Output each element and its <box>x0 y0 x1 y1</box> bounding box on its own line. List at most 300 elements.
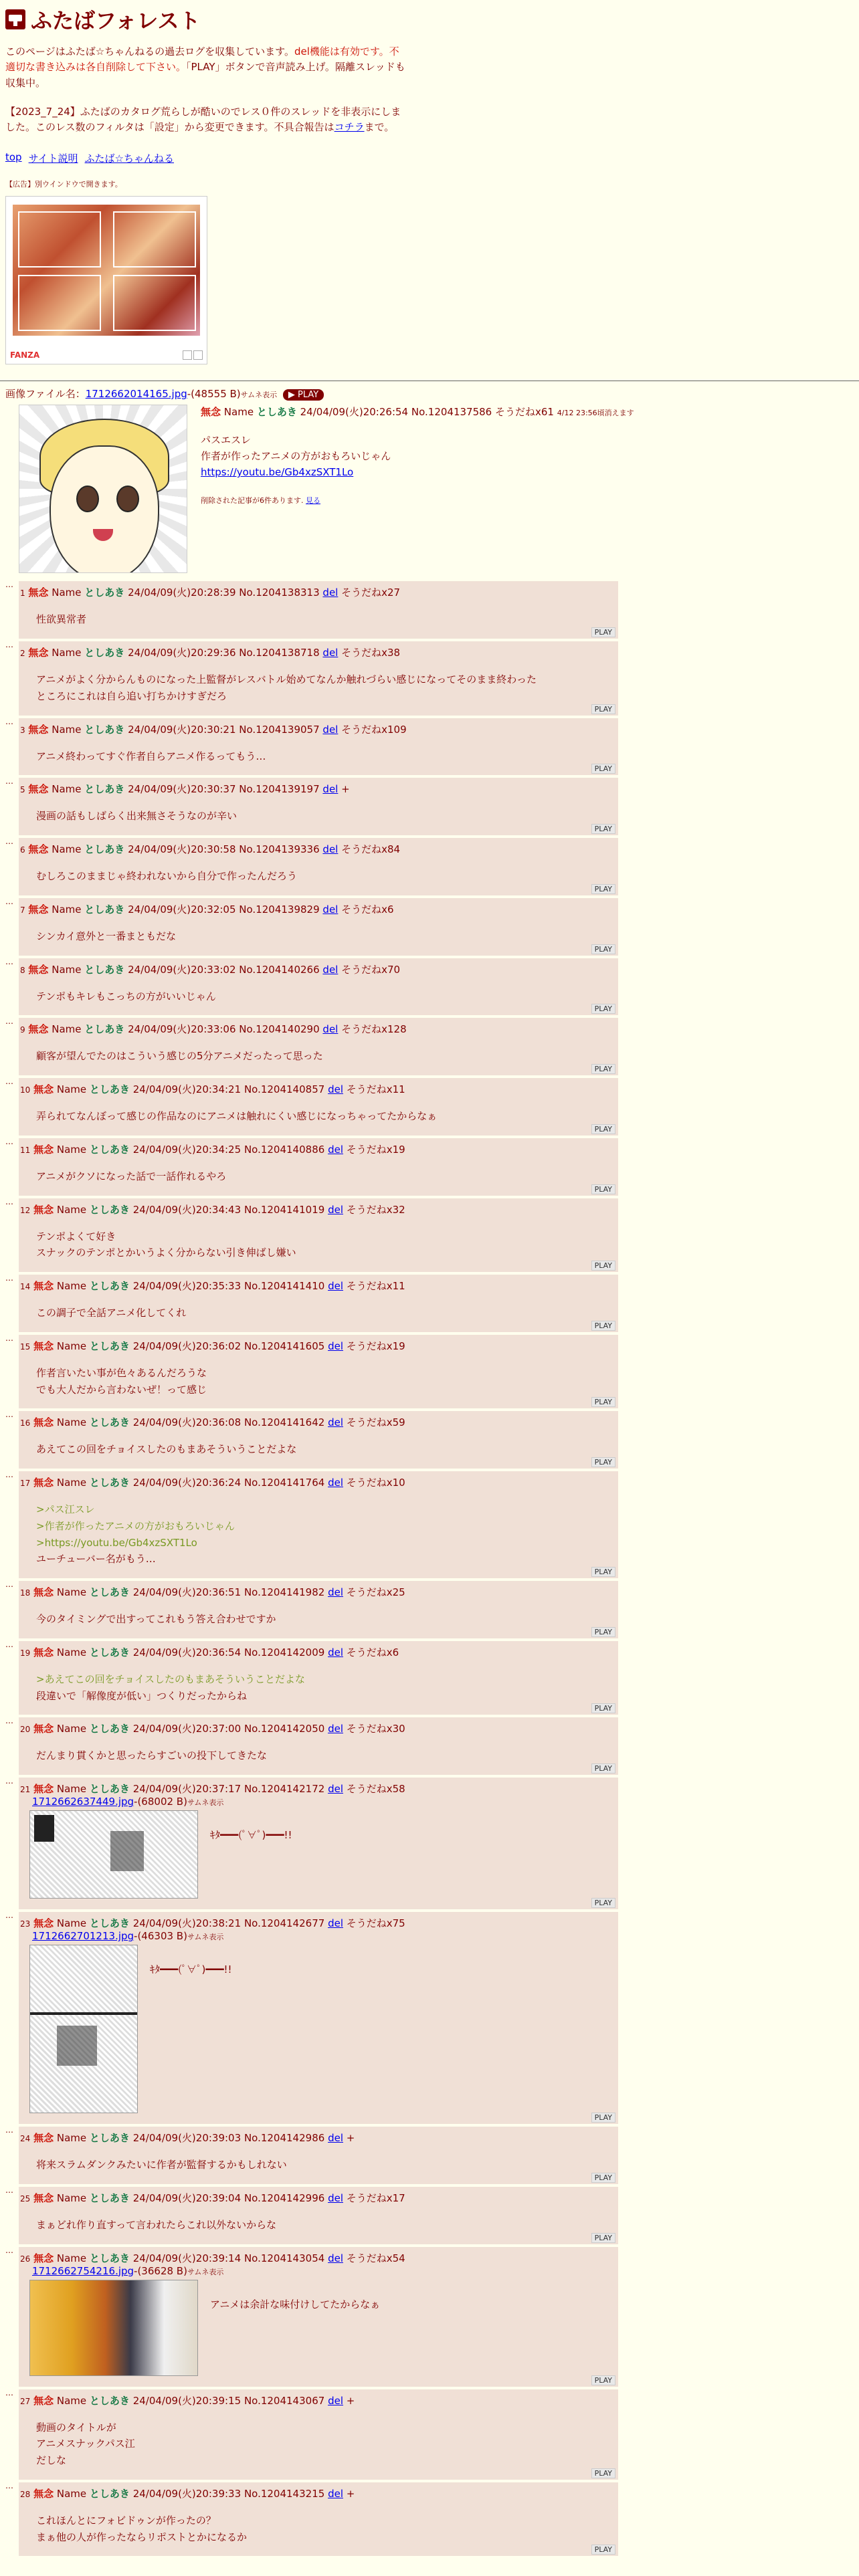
reply-message <box>36 868 618 885</box>
reply-message <box>36 808 618 825</box>
sodane-button[interactable]: + <box>341 783 350 796</box>
reply-line: >https://youtu.be/Gb4xzSXT1Lo <box>36 1536 197 1549</box>
del-link[interactable]: del <box>328 2191 343 2204</box>
top-link[interactable]: top <box>5 151 22 164</box>
sodane-button[interactable]: そうだねx109 <box>341 723 407 736</box>
reply-head <box>19 1585 618 1599</box>
reply-name: としあき <box>84 723 125 736</box>
reply-play-button[interactable]: PLAY <box>591 1124 615 1134</box>
reply-name: としあき <box>89 1783 130 1795</box>
sodane-button[interactable]: そうだねx6 <box>341 903 394 916</box>
reply-name: としあき <box>89 1280 130 1292</box>
del-link[interactable]: del <box>322 903 339 916</box>
reply-message <box>150 1962 232 2113</box>
del-link[interactable]: del <box>328 1917 343 1929</box>
reply-dots: … <box>5 1716 13 1726</box>
reply-line: 段違いで「解像度が低い」つくりだったからね <box>36 1689 248 1702</box>
op-play-button[interactable]: ▶ PLAY <box>283 389 324 401</box>
op-thumbnail[interactable] <box>19 405 187 573</box>
reply-play-button[interactable]: PLAY <box>591 2173 615 2183</box>
reply-line: これほんとにフォビドゥンが作ったの？ <box>36 2514 216 2527</box>
reply-message <box>36 611 618 628</box>
reply-name-label: Name <box>56 1586 87 1598</box>
sodane-button[interactable]: + <box>346 2487 355 2500</box>
reply-post <box>19 1641 618 1715</box>
reply-row <box>5 778 859 835</box>
forest-logo-icon[interactable] <box>5 9 25 29</box>
ad-prev-icon[interactable] <box>183 350 192 360</box>
reply-name-label: Name <box>56 1917 87 1929</box>
reply-head <box>19 1279 618 1293</box>
reply-row <box>5 1275 859 1332</box>
op-number[interactable]: No.1204137586 <box>411 406 492 419</box>
op-line-1: パスエスレ <box>201 434 252 447</box>
sodane-button[interactable]: そうだねx58 <box>346 1783 405 1795</box>
reply-name-label: Name <box>56 1646 87 1658</box>
del-link[interactable]: del <box>322 963 339 976</box>
reply-dots: … <box>5 1911 13 1920</box>
reply-play-button[interactable]: PLAY <box>591 2545 615 2555</box>
site-description-link[interactable]: サイト説明 <box>28 152 78 165</box>
reply-title: 無念 <box>28 1023 49 1036</box>
reply-dots: … <box>5 956 13 966</box>
op-file-line <box>5 387 854 401</box>
reply-number[interactable]: No.1204142172 <box>244 1783 325 1795</box>
del-link[interactable]: del <box>322 843 339 855</box>
reply-index: 15 <box>20 1341 31 1352</box>
reply-name: としあき <box>84 903 125 916</box>
sodane-button[interactable]: そうだねx25 <box>346 1586 405 1598</box>
op-date: 24/04/09(火)20:26:54 <box>300 406 409 419</box>
reply-play-button[interactable]: PLAY <box>591 1567 615 1577</box>
sodane-button[interactable]: + <box>346 2132 355 2144</box>
reply-post <box>19 1198 618 1273</box>
del-link[interactable]: del <box>328 1083 343 1095</box>
reply-number[interactable]: No.1204139829 <box>239 903 320 916</box>
reply-row <box>5 1078 859 1136</box>
reply-play-button[interactable]: PLAY <box>591 1397 615 1407</box>
reply-head <box>19 782 618 796</box>
reply-dots: … <box>5 776 13 786</box>
intro-play-note: 「PLAY」ボタンで音声読み上げ。 <box>186 61 335 74</box>
reply-index: 2 <box>20 649 25 658</box>
bug-report-link[interactable]: コチラ <box>334 121 365 133</box>
reply-number[interactable]: No.1204141410 <box>244 1280 325 1292</box>
del-link[interactable]: del <box>328 2487 343 2500</box>
reply-head <box>19 645 618 659</box>
reply-head <box>19 1202 618 1216</box>
reply-name: としあき <box>89 1586 130 1598</box>
ad-label: 【広告】別ウインドウで開きます。 <box>5 180 122 189</box>
op-sodane[interactable]: そうだねx61 <box>495 406 554 419</box>
reply-play-button[interactable]: PLAY <box>591 1321 615 1331</box>
reply-message <box>36 2157 618 2173</box>
reply-title: 無念 <box>28 783 49 796</box>
reply-line: ｷﾀ━━━(ﾟ∀ﾟ)━━━!! <box>150 1963 232 1975</box>
reply-line: アニメ終わってすぐ作者自らアニメ作るってもう… <box>36 750 266 762</box>
reply-number[interactable]: No.1204140290 <box>239 1023 320 1036</box>
reply-line: アニメは余計な味付けしてたからなぁ <box>210 2298 381 2311</box>
intro-del-note: del機能は有効です。不適切な書き込みは各自削除して下さい。 <box>5 45 399 74</box>
reply-name: としあき <box>84 963 125 976</box>
intro-notice <box>5 104 407 136</box>
reply-line: シンカイ意外と一番まともだな <box>36 930 177 942</box>
sodane-button[interactable]: そうだねx30 <box>346 1723 405 1735</box>
reply-file-link[interactable]: 1712662754216.jpg <box>32 2264 134 2277</box>
sodane-button[interactable]: そうだねx59 <box>346 1416 405 1429</box>
reply-date: 24/04/09(火)20:39:15 <box>132 2394 242 2407</box>
reply-name: としあき <box>89 1477 130 1489</box>
reply-number[interactable]: No.1204139197 <box>239 783 320 796</box>
reply-post <box>19 718 618 776</box>
reply-name-label: Name <box>56 2394 87 2407</box>
show-deleted-link[interactable]: 見る <box>306 496 320 506</box>
reply-line: テンポよくて好き <box>36 1230 116 1243</box>
reply-number[interactable]: No.1204143215 <box>244 2487 325 2500</box>
sodane-button[interactable]: そうだねx27 <box>341 586 401 599</box>
reply-name-label: Name <box>56 2132 87 2144</box>
reply-play-button[interactable]: PLAY <box>591 2233 615 2243</box>
reply-date: 24/04/09(火)20:29:36 <box>128 647 236 659</box>
reply-date: 24/04/09(火)20:28:39 <box>128 586 236 599</box>
reply-play-button[interactable]: PLAY <box>591 704 615 714</box>
reply-post <box>19 1018 618 1075</box>
reply-file-size: -(46303 B) <box>134 1930 187 1942</box>
op-meta <box>201 405 634 419</box>
reply-head <box>19 1022 618 1036</box>
futaba-link[interactable]: ふたば☆ちゃんねる <box>84 152 174 165</box>
reply-number[interactable]: No.1204142677 <box>244 1917 325 1929</box>
del-link[interactable]: del <box>322 783 339 796</box>
reply-post <box>19 1138 618 1196</box>
reply-name-label: Name <box>52 723 82 736</box>
reply-play-button[interactable]: PLAY <box>591 884 615 894</box>
reply-title: 無念 <box>33 2191 54 2204</box>
reply-file-link[interactable]: 1712662701213.jpg <box>32 1930 134 1942</box>
reply-title: 無念 <box>33 1083 54 1095</box>
reply-dots: … <box>5 1410 13 1420</box>
reply-head <box>19 1339 618 1353</box>
reply-head <box>19 2393 618 2407</box>
reply-play-button[interactable]: PLAY <box>591 1627 615 1637</box>
reply-name-label: Name <box>56 1083 87 1095</box>
reply-row <box>5 2389 859 2480</box>
reply-title: 無念 <box>33 2132 54 2144</box>
reply-number[interactable]: No.1204139057 <box>239 723 320 736</box>
reply-title: 無念 <box>33 1143 54 1156</box>
reply-dots: … <box>5 580 13 590</box>
reply-row <box>5 958 859 1016</box>
reply-date: 24/04/09(火)20:36:54 <box>132 1646 242 1658</box>
reply-index: 24 <box>20 2134 31 2143</box>
reply-name-label: Name <box>56 2252 87 2264</box>
reply-message <box>36 1168 618 1185</box>
reply-name: としあき <box>89 2132 130 2144</box>
sodane-button[interactable]: そうだねx11 <box>346 1083 405 1095</box>
sodane-button[interactable]: そうだねx11 <box>346 1280 405 1292</box>
reply-play-button[interactable]: PLAY <box>591 1763 615 1774</box>
reply-name-label: Name <box>56 1280 87 1292</box>
reply-line: ｷﾀ━━━(ﾟ∀ﾟ)━━━!! <box>210 1829 292 1841</box>
reply-play-button[interactable]: PLAY <box>591 1898 615 1908</box>
reply-name-label: Name <box>52 783 82 796</box>
reply-number[interactable]: No.1204141019 <box>244 1203 325 1216</box>
sodane-button[interactable]: そうだねx75 <box>346 1917 405 1929</box>
reply-post <box>19 581 618 639</box>
reply-index: 26 <box>20 2254 31 2264</box>
reply-name: としあき <box>84 1023 125 1036</box>
reply-name-label: Name <box>56 1477 87 1489</box>
op-youtube-link[interactable]: https://youtu.be/Gb4xzSXT1Lo <box>201 466 354 479</box>
reply-message <box>36 671 618 705</box>
reply-name: としあき <box>89 1143 130 1156</box>
del-link[interactable]: del <box>328 1143 343 1156</box>
reply-message <box>36 1365 618 1398</box>
reply-row <box>5 838 859 895</box>
del-link[interactable]: del <box>328 1339 343 1352</box>
reply-index: 20 <box>20 1725 31 1735</box>
reply-date: 24/04/09(火)20:30:21 <box>128 723 236 736</box>
sodane-button[interactable]: そうだねx32 <box>346 1203 405 1216</box>
reply-message <box>36 1671 618 1705</box>
reply-thumbnail[interactable] <box>29 2280 198 2376</box>
del-link[interactable]: del <box>328 2132 343 2144</box>
sodane-button[interactable]: そうだねx19 <box>346 1143 405 1156</box>
reply-head <box>19 1645 618 1659</box>
reply-title: 無念 <box>28 963 49 976</box>
reply-row <box>5 2482 859 2557</box>
reply-title: 無念 <box>33 1339 54 1352</box>
del-link[interactable]: del <box>328 2252 343 2264</box>
reply-file-link[interactable]: 1712662637449.jpg <box>32 1796 134 1808</box>
reply-number[interactable]: No.1204143067 <box>244 2394 325 2407</box>
reply-date: 24/04/09(火)20:32:05 <box>128 903 236 916</box>
reply-index: 28 <box>20 2489 31 2499</box>
reply-name-label: Name <box>56 2191 87 2204</box>
op-file-size: -(48555 B) <box>187 388 241 401</box>
reply-number[interactable]: No.1204141605 <box>244 1339 325 1352</box>
ad-next-icon[interactable] <box>193 350 203 360</box>
reply-name: としあき <box>89 2487 130 2500</box>
sodane-button[interactable]: そうだねx38 <box>341 647 401 659</box>
reply-name: としあき <box>89 2252 130 2264</box>
del-link[interactable]: del <box>328 1477 343 1489</box>
ad-image[interactable] <box>13 205 200 336</box>
reply-name: としあき <box>89 2394 130 2407</box>
site-title[interactable]: ふたばフォレスト <box>31 8 201 33</box>
reply-number[interactable]: No.1204142986 <box>244 2132 325 2144</box>
reply-line: 作者言いたい事が色々あるんだろうな <box>36 1366 207 1379</box>
sodane-button[interactable]: + <box>346 2394 355 2407</box>
reply-number[interactable]: No.1204141764 <box>244 1477 325 1489</box>
ad-nav <box>183 350 203 360</box>
reply-play-button[interactable]: PLAY <box>591 1004 615 1014</box>
reply-row <box>5 1471 859 1578</box>
reply-dots: … <box>5 1016 13 1027</box>
reply-title: 無念 <box>33 1477 54 1489</box>
reply-message <box>36 748 618 765</box>
op-line-2: 作者が作ったアニメの方がおもろいじゃん <box>201 450 391 463</box>
reply-line: >パス江スレ <box>36 1503 95 1515</box>
reply-line: アニメがよく分からんものになった上監督がレスバトル始めてなんか触れづらい感じになってそのまま終わった <box>36 673 537 685</box>
del-link[interactable]: del <box>322 1023 339 1036</box>
reply-row <box>5 1717 859 1775</box>
op-message <box>201 432 634 480</box>
reply-name: としあき <box>89 1083 130 1095</box>
reply-play-button[interactable]: PLAY <box>591 944 615 954</box>
reply-post <box>19 1275 618 1332</box>
sodane-button[interactable]: そうだねx6 <box>346 1646 399 1658</box>
reply-date: 24/04/09(火)20:34:21 <box>132 1083 242 1095</box>
reply-image-row <box>24 2280 618 2376</box>
reply-row <box>5 1018 859 1075</box>
reply-date: 24/04/09(火)20:37:17 <box>132 1783 242 1795</box>
reply-name-label: Name <box>56 1203 87 1216</box>
reply-number[interactable]: No.1204142996 <box>244 2191 325 2204</box>
reply-dots: … <box>5 1273 13 1283</box>
reply-name-label: Name <box>52 903 82 916</box>
sodane-button[interactable]: そうだねx54 <box>346 2252 405 2264</box>
reply-line: だんまり貫くかと思ったらすごいの投下してきたな <box>36 1749 268 1762</box>
reply-play-button[interactable]: PLAY <box>591 1703 615 1713</box>
del-link[interactable]: del <box>328 1783 343 1795</box>
reply-line: 漫画の話もしばらく出来無さそうなのが辛い <box>36 810 237 823</box>
reply-index: 25 <box>20 2193 31 2204</box>
reply-play-button[interactable]: PLAY <box>591 1064 615 1074</box>
reply-post <box>19 1778 618 1909</box>
reply-number[interactable]: No.1204142009 <box>244 1646 325 1658</box>
reply-dots: … <box>5 1776 13 1786</box>
reply-line: アニメスナックパス江 <box>36 2438 135 2450</box>
reply-post <box>19 1335 618 1409</box>
reply-post <box>19 1411 618 1469</box>
reply-number[interactable]: No.1204138718 <box>239 647 320 659</box>
reply-number[interactable]: No.1204140266 <box>239 963 320 976</box>
reply-post <box>19 1717 618 1775</box>
reply-number[interactable]: No.1204139336 <box>239 843 320 855</box>
reply-post <box>19 2187 618 2244</box>
reply-thumbnail[interactable] <box>29 1945 138 2113</box>
reply-number[interactable]: No.1204140857 <box>244 1083 325 1095</box>
reply-number[interactable]: No.1204138313 <box>239 586 320 599</box>
sodane-button[interactable]: そうだねx17 <box>346 2191 405 2204</box>
reply-file-line <box>19 2265 618 2277</box>
reply-name-label: Name <box>52 647 82 659</box>
reply-row <box>5 581 859 639</box>
sodane-button[interactable]: そうだねx19 <box>346 1339 405 1352</box>
reply-index: 12 <box>20 1205 31 1215</box>
reply-play-button[interactable]: PLAY <box>591 2468 615 2478</box>
reply-play-button[interactable]: PLAY <box>591 1457 615 1467</box>
reply-index: 3 <box>20 725 25 735</box>
del-link[interactable]: del <box>328 2394 343 2407</box>
del-link[interactable]: del <box>328 1586 343 1598</box>
del-link[interactable]: del <box>328 1416 343 1429</box>
reply-title: 無念 <box>33 2487 54 2500</box>
reply-head <box>19 2131 618 2145</box>
thumb-note: サムネ表示 <box>240 391 278 400</box>
reply-row <box>5 641 859 716</box>
reply-number[interactable]: No.1204142050 <box>244 1723 325 1735</box>
reply-date: 24/04/09(火)20:36:24 <box>132 1477 242 1489</box>
reply-number[interactable]: No.1204141982 <box>244 1586 325 1598</box>
reply-list <box>5 581 859 2556</box>
reply-title: 無念 <box>33 2252 54 2264</box>
reply-file-size: -(36628 B) <box>134 2264 187 2277</box>
reply-index: 1 <box>20 588 25 599</box>
reply-date: 24/04/09(火)20:36:51 <box>132 1586 242 1598</box>
reply-line: 弄られてなんぼって感じの作品なのにアニメは触れにくい感じになっちゃってたからなぁ <box>36 1110 438 1122</box>
reply-line: むしろこのままじゃ終われないから自分で作ったんだろう <box>36 870 298 882</box>
reply-post <box>19 2389 618 2480</box>
reply-index: 21 <box>20 1785 31 1794</box>
sodane-button[interactable]: そうだねx84 <box>341 843 401 855</box>
site-header <box>0 0 859 364</box>
op-play-label: PLAY <box>298 390 319 401</box>
ad-banner[interactable] <box>5 196 207 364</box>
del-link[interactable]: del <box>322 723 339 736</box>
reply-date: 24/04/09(火)20:39:03 <box>132 2132 242 2144</box>
reply-title: 無念 <box>33 2394 54 2407</box>
reply-message <box>36 928 618 945</box>
reply-row <box>5 1912 859 2124</box>
op-title: 無念 <box>201 406 221 419</box>
reply-play-button[interactable]: PLAY <box>591 627 615 637</box>
del-link[interactable]: del <box>328 1646 343 1658</box>
reply-row <box>5 1335 859 1409</box>
del-link[interactable]: del <box>322 647 339 659</box>
reply-play-button[interactable]: PLAY <box>591 1184 615 1194</box>
reply-play-button[interactable]: PLAY <box>591 2375 615 2385</box>
reply-play-button[interactable]: PLAY <box>591 764 615 774</box>
reply-name-label: Name <box>56 1416 87 1429</box>
reply-thumbnail[interactable] <box>29 1810 198 1899</box>
reply-title: 無念 <box>33 1917 54 1929</box>
reply-post <box>19 778 618 835</box>
reply-file-size: -(68002 B) <box>134 1796 187 1808</box>
nav-links <box>5 151 854 165</box>
del-link[interactable]: del <box>322 586 339 599</box>
reply-line: あえてこの回をチョイスしたのもまあそういうことだよな <box>36 1443 297 1456</box>
reply-title: 無念 <box>28 586 49 599</box>
sodane-button[interactable]: そうだねx128 <box>341 1023 407 1036</box>
reply-date: 24/04/09(火)20:33:06 <box>128 1023 236 1036</box>
reply-line: >作者が作ったアニメの方がおもろいじゃん <box>36 1519 235 1532</box>
reply-dots: … <box>5 837 13 846</box>
reply-row <box>5 898 859 956</box>
reply-name: としあき <box>84 586 125 599</box>
del-link[interactable]: del <box>328 1280 343 1292</box>
del-link[interactable]: del <box>328 1203 343 1216</box>
reply-post <box>19 641 618 716</box>
reply-number[interactable]: No.1204141642 <box>244 1416 325 1429</box>
reply-play-button[interactable]: PLAY <box>591 1261 615 1271</box>
reply-dots: … <box>5 2245 13 2255</box>
reply-title: 無念 <box>28 843 49 855</box>
reply-name: としあき <box>89 1917 130 1929</box>
sodane-button[interactable]: そうだねx10 <box>346 1477 405 1489</box>
reply-play-button[interactable]: PLAY <box>591 2113 615 2123</box>
reply-number[interactable]: No.1204143054 <box>244 2252 325 2264</box>
reply-head <box>19 1782 618 1796</box>
del-link[interactable]: del <box>328 1723 343 1735</box>
reply-line: まぁ他の人が作ったならリポストとかになるか <box>36 2531 248 2543</box>
reply-number[interactable]: No.1204140886 <box>244 1143 325 1156</box>
op-file-link[interactable]: 1712662014165.jpg <box>85 388 187 401</box>
sodane-button[interactable]: そうだねx70 <box>341 963 401 976</box>
reply-line: まぁどれ作り直すって言われたらこれ以外ないからな <box>36 2218 277 2231</box>
reply-play-button[interactable]: PLAY <box>591 824 615 834</box>
